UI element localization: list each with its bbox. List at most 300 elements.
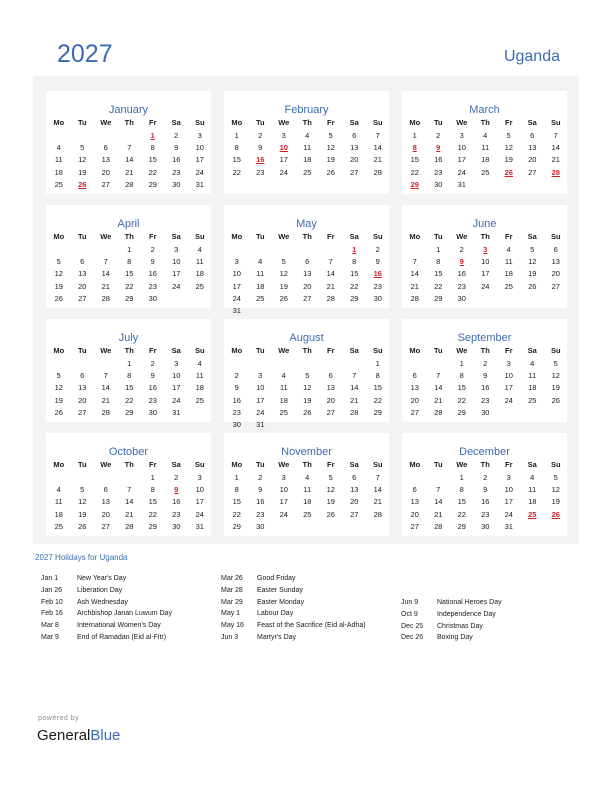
month-april — [46, 205, 211, 308]
day-cell: 19 — [326, 497, 335, 507]
weekday-header: Tu — [77, 460, 87, 469]
day-cell: 13 — [528, 143, 537, 153]
day-cell: 1 — [127, 245, 132, 254]
month-name: September — [457, 332, 512, 344]
day-cell: 6 — [352, 473, 357, 482]
day-cell: 6 — [412, 485, 417, 495]
weekday-header: Tu — [433, 460, 443, 469]
day-cell: 5 — [80, 143, 85, 153]
day-cell: 17 — [172, 269, 181, 279]
day-cell: 11 — [303, 143, 312, 153]
day-cell: 20 — [551, 269, 560, 279]
day-cell: 2 — [174, 131, 179, 140]
weekday-header: Su — [194, 460, 205, 469]
day-cell: 24 — [279, 167, 288, 177]
weekday-header: Su — [550, 118, 561, 127]
calendar-grid — [33, 76, 579, 544]
day-cell: 7 — [375, 131, 380, 140]
country-name: Uganda — [503, 48, 560, 65]
day-cell: 18 — [528, 497, 537, 507]
day-cell: 15 — [373, 383, 382, 393]
weekday-header: Mo — [409, 232, 421, 241]
day-cell: 7 — [127, 485, 132, 495]
day-cell: 26 — [54, 293, 63, 303]
weekday-header: Tu — [433, 118, 443, 127]
weekday-header: Sa — [349, 118, 359, 127]
holiday-date: May 16 — [221, 622, 244, 630]
day-cell: 21 — [125, 509, 134, 519]
month-name: October — [108, 446, 149, 458]
day-cell: 8 — [459, 485, 464, 495]
weekday-header: Tu — [255, 118, 265, 127]
day-cell: 22 — [434, 281, 443, 291]
day-cell: 2 — [258, 473, 263, 482]
weekday-header: Fr — [327, 118, 335, 127]
holiday-day-cell: 1 — [352, 245, 357, 254]
weekday-header: Mo — [53, 118, 65, 127]
day-cell: 1 — [459, 473, 464, 482]
day-cell: 18 — [481, 155, 490, 165]
day-cell: 6 — [412, 371, 417, 381]
day-cell: 21 — [350, 395, 359, 405]
day-cell: 6 — [530, 131, 535, 140]
day-cell: 1 — [150, 473, 155, 482]
day-cell: 13 — [78, 383, 87, 393]
day-cell: 28 — [326, 293, 335, 303]
weekday-header: Sa — [527, 232, 537, 241]
day-cell: 12 — [54, 269, 63, 279]
day-cell: 19 — [551, 383, 560, 393]
holiday-day-cell: 26 — [504, 167, 513, 177]
day-cell: 10 — [504, 485, 513, 495]
day-cell: 25 — [54, 179, 63, 189]
day-cell: 7 — [103, 371, 108, 381]
day-cell: 24 — [504, 509, 513, 519]
day-cell: 6 — [352, 131, 357, 140]
day-cell: 16 — [457, 269, 466, 279]
day-cell: 12 — [326, 143, 335, 153]
day-cell: 28 — [410, 293, 419, 303]
day-cell: 9 — [150, 257, 155, 267]
day-cell: 14 — [125, 497, 134, 507]
day-cell: 2 — [150, 359, 155, 368]
day-cell: 17 — [195, 497, 204, 507]
day-cell: 18 — [54, 509, 63, 519]
day-cell: 29 — [457, 407, 466, 417]
day-cell: 9 — [234, 383, 239, 393]
month-name: January — [108, 104, 149, 116]
day-cell: 30 — [172, 521, 181, 531]
day-cell: 5 — [530, 245, 535, 254]
day-cell: 18 — [504, 269, 513, 279]
holiday-date: Jan 1 — [41, 575, 59, 582]
day-cell: 8 — [150, 143, 155, 153]
day-cell: 22 — [457, 509, 466, 519]
day-cell: 28 — [125, 179, 134, 189]
day-cell: 1 — [412, 131, 417, 140]
day-cell: 19 — [528, 269, 537, 279]
day-cell: 14 — [125, 155, 134, 165]
weekday-header: Th — [124, 460, 134, 469]
day-cell: 5 — [281, 257, 286, 267]
day-cell: 13 — [350, 143, 359, 153]
day-cell: 22 — [232, 167, 241, 177]
day-cell: 10 — [279, 485, 288, 495]
day-cell: 8 — [459, 371, 464, 381]
holiday-day-cell: 16 — [256, 155, 265, 165]
day-cell: 26 — [279, 293, 288, 303]
day-cell: 13 — [101, 155, 110, 165]
day-cell: 3 — [197, 473, 202, 482]
weekday-header: Sa — [527, 460, 537, 469]
weekday-header: Th — [124, 118, 134, 127]
day-cell: 11 — [528, 371, 537, 381]
day-cell: 21 — [101, 281, 110, 291]
day-cell: 10 — [195, 485, 204, 495]
weekday-header: Tu — [255, 232, 265, 241]
day-cell: 30 — [457, 293, 466, 303]
holiday-date: Oct 9 — [401, 610, 418, 618]
day-cell: 8 — [234, 485, 239, 495]
holiday-day-cell: 9 — [459, 257, 464, 267]
month-name: March — [469, 104, 500, 116]
day-cell: 16 — [148, 383, 157, 393]
day-cell: 20 — [101, 509, 110, 519]
day-cell: 21 — [125, 167, 134, 177]
weekday-header: Tu — [433, 346, 443, 355]
day-cell: 23 — [232, 407, 241, 417]
weekday-header: Fr — [149, 232, 157, 241]
day-cell: 28 — [434, 521, 443, 531]
weekday-header: Su — [194, 118, 205, 127]
day-cell: 30 — [148, 293, 157, 303]
weekday-header: Mo — [231, 232, 243, 241]
day-cell: 24 — [481, 281, 490, 291]
day-cell: 17 — [457, 155, 466, 165]
day-cell: 12 — [326, 485, 335, 495]
day-cell: 11 — [303, 485, 312, 495]
holiday-date: Dec 26 — [401, 634, 424, 642]
holiday-name: End of Ramadan (Eid al-Fitr) — [77, 634, 167, 641]
weekday-header: We — [456, 232, 468, 241]
month-name: August — [289, 332, 324, 344]
day-cell: 8 — [375, 371, 380, 381]
holiday-name: Boxing Day — [437, 634, 473, 642]
day-cell: 16 — [232, 395, 241, 405]
day-cell: 16 — [172, 497, 181, 507]
day-cell: 23 — [148, 395, 157, 405]
holiday-name: Martyr's Day — [257, 634, 297, 641]
holiday-name: Easter Sunday — [257, 586, 303, 594]
weekday-header: Tu — [77, 232, 87, 241]
day-cell: 9 — [483, 371, 488, 381]
day-cell: 20 — [78, 281, 87, 291]
holiday-day-cell: 26 — [78, 179, 87, 189]
holiday-day-cell: 9 — [436, 143, 441, 153]
weekday-header: We — [278, 118, 290, 127]
day-cell: 10 — [457, 143, 466, 153]
day-cell: 26 — [528, 281, 537, 291]
day-cell: 29 — [232, 521, 241, 531]
day-cell: 25 — [195, 395, 204, 405]
day-cell: 6 — [103, 485, 108, 495]
day-cell: 6 — [80, 371, 85, 381]
day-cell: 6 — [305, 257, 310, 267]
day-cell: 4 — [56, 485, 61, 495]
day-cell: 18 — [528, 383, 537, 393]
holiday-date: May 1 — [221, 610, 241, 618]
day-cell: 31 — [195, 179, 204, 189]
generalblue-logo[interactable] — [37, 727, 120, 744]
day-cell: 23 — [481, 395, 490, 405]
day-cell: 24 — [172, 281, 181, 291]
weekday-header: Mo — [409, 346, 421, 355]
weekday-header: Fr — [505, 118, 513, 127]
day-cell: 29 — [125, 407, 134, 417]
day-cell: 17 — [172, 383, 181, 393]
day-cell: 25 — [279, 407, 288, 417]
day-cell: 14 — [410, 269, 419, 279]
day-cell: 24 — [195, 509, 204, 519]
day-cell: 11 — [279, 383, 288, 393]
day-cell: 23 — [172, 167, 181, 177]
day-cell: 25 — [195, 281, 204, 291]
day-cell: 10 — [481, 257, 490, 267]
day-cell: 6 — [328, 371, 333, 381]
weekday-header: Th — [302, 232, 312, 241]
weekday-header: Sa — [527, 346, 537, 355]
holiday-name: Labour Day — [257, 610, 294, 618]
day-cell: 24 — [504, 395, 513, 405]
weekday-header: Sa — [171, 118, 181, 127]
day-cell: 27 — [350, 509, 359, 519]
day-cell: 16 — [481, 383, 490, 393]
weekday-header: Tu — [255, 460, 265, 469]
weekday-header: Mo — [409, 460, 421, 469]
holiday-date: Feb 10 — [41, 598, 63, 606]
day-cell: 30 — [481, 521, 490, 531]
month-march — [402, 91, 567, 194]
month-name: December — [459, 446, 510, 458]
day-cell: 2 — [150, 245, 155, 254]
day-cell: 2 — [234, 371, 239, 381]
day-cell: 3 — [281, 473, 286, 482]
day-cell: 27 — [410, 407, 419, 417]
holiday-date: Mar 26 — [221, 575, 243, 582]
brand-general: General — [37, 727, 91, 744]
weekday-header: Th — [480, 346, 490, 355]
day-cell: 4 — [530, 473, 535, 482]
day-cell: 14 — [101, 383, 110, 393]
weekday-header: Su — [372, 346, 383, 355]
weekday-header: Mo — [231, 118, 243, 127]
month-november — [224, 433, 389, 536]
day-cell: 3 — [197, 131, 202, 140]
day-cell: 30 — [434, 179, 443, 189]
day-cell: 18 — [54, 167, 63, 177]
day-cell: 28 — [373, 167, 382, 177]
day-cell: 12 — [303, 383, 312, 393]
day-cell: 2 — [258, 131, 263, 140]
weekday-header: We — [278, 460, 290, 469]
day-cell: 9 — [483, 485, 488, 495]
day-cell: 10 — [195, 143, 204, 153]
day-cell: 24 — [279, 509, 288, 519]
day-cell: 23 — [373, 281, 382, 291]
weekday-header: Su — [372, 460, 383, 469]
day-cell: 1 — [436, 245, 441, 254]
holiday-name: Liberation Day — [77, 586, 123, 594]
day-cell: 15 — [457, 383, 466, 393]
day-cell: 19 — [303, 395, 312, 405]
day-cell: 5 — [56, 257, 61, 267]
day-cell: 26 — [303, 407, 312, 417]
holiday-date: Mar 9 — [41, 634, 59, 641]
day-cell: 30 — [148, 407, 157, 417]
day-cell: 19 — [78, 167, 87, 177]
day-cell: 27 — [528, 167, 537, 177]
holiday-day-cell: 8 — [412, 143, 417, 153]
day-cell: 4 — [56, 143, 61, 153]
holiday-name: International Women's Day — [77, 622, 161, 630]
day-cell: 2 — [483, 359, 488, 368]
day-cell: 29 — [373, 407, 382, 417]
day-cell: 4 — [530, 359, 535, 368]
day-cell: 20 — [350, 155, 359, 165]
weekday-header: Mo — [53, 346, 65, 355]
day-cell: 14 — [373, 485, 382, 495]
day-cell: 25 — [528, 395, 537, 405]
day-cell: 13 — [326, 383, 335, 393]
day-cell: 25 — [504, 281, 513, 291]
holiday-day-cell: 10 — [279, 143, 288, 153]
day-cell: 12 — [54, 383, 63, 393]
day-cell: 26 — [551, 395, 560, 405]
day-cell: 3 — [234, 257, 239, 267]
day-cell: 22 — [148, 167, 157, 177]
holiday-day-cell: 16 — [373, 269, 382, 279]
day-cell: 2 — [375, 245, 380, 254]
weekday-header: Tu — [77, 118, 87, 127]
day-cell: 8 — [436, 257, 441, 267]
day-cell: 7 — [553, 131, 558, 140]
day-cell: 21 — [326, 281, 335, 291]
brand-blue: Blue — [90, 727, 121, 744]
day-cell: 28 — [350, 407, 359, 417]
day-cell: 11 — [195, 257, 204, 267]
holiday-name: Feast of the Sacrifice (Eid al-Adha) — [257, 622, 366, 630]
day-cell: 6 — [553, 245, 558, 254]
day-cell: 12 — [551, 485, 560, 495]
day-cell: 18 — [303, 155, 312, 165]
holiday-name: National Heroes Day — [437, 599, 502, 606]
day-cell: 27 — [326, 407, 335, 417]
day-cell: 15 — [125, 269, 134, 279]
day-cell: 5 — [305, 371, 310, 381]
day-cell: 13 — [303, 269, 312, 279]
day-cell: 1 — [375, 359, 380, 368]
day-cell: 23 — [481, 509, 490, 519]
weekday-header: Tu — [433, 232, 443, 241]
day-cell: 30 — [481, 407, 490, 417]
day-cell: 14 — [350, 383, 359, 393]
holiday-day-cell: 25 — [528, 509, 537, 519]
day-cell: 23 — [256, 509, 265, 519]
day-cell: 31 — [172, 407, 181, 417]
day-cell: 20 — [528, 155, 537, 165]
weekday-header: Sa — [171, 346, 181, 355]
day-cell: 23 — [434, 167, 443, 177]
day-cell: 15 — [232, 155, 241, 165]
day-cell: 3 — [174, 359, 179, 368]
weekday-header: We — [278, 232, 290, 241]
day-cell: 14 — [434, 383, 443, 393]
day-cell: 19 — [78, 509, 87, 519]
weekday-header: Sa — [171, 232, 181, 241]
day-cell: 17 — [232, 281, 241, 291]
weekday-header: We — [456, 118, 468, 127]
day-cell: 8 — [127, 371, 132, 381]
day-cell: 17 — [279, 497, 288, 507]
day-cell: 21 — [373, 155, 382, 165]
day-cell: 2 — [174, 473, 179, 482]
day-cell: 27 — [78, 293, 87, 303]
weekday-header: Mo — [53, 232, 65, 241]
day-cell: 1 — [234, 131, 239, 140]
day-cell: 1 — [459, 359, 464, 368]
day-cell: 24 — [232, 293, 241, 303]
weekday-header: Fr — [327, 460, 335, 469]
day-cell: 3 — [506, 473, 511, 482]
weekday-header: Sa — [349, 460, 359, 469]
weekday-header: Fr — [327, 346, 335, 355]
holiday-name: Christmas Day — [437, 622, 483, 630]
day-cell: 19 — [326, 155, 335, 165]
day-cell: 29 — [148, 521, 157, 531]
day-cell: 28 — [125, 521, 134, 531]
day-cell: 18 — [195, 383, 204, 393]
weekday-header: Su — [372, 118, 383, 127]
day-cell: 15 — [148, 497, 157, 507]
day-cell: 9 — [375, 257, 380, 267]
day-cell: 14 — [101, 269, 110, 279]
day-cell: 22 — [148, 509, 157, 519]
day-cell: 17 — [504, 383, 513, 393]
weekday-header: Tu — [255, 346, 265, 355]
day-cell: 18 — [256, 281, 265, 291]
day-cell: 12 — [528, 257, 537, 267]
day-cell: 11 — [528, 485, 537, 495]
day-cell: 19 — [551, 497, 560, 507]
weekday-header: Mo — [409, 118, 421, 127]
day-cell: 17 — [279, 155, 288, 165]
day-cell: 11 — [54, 155, 63, 165]
weekday-header: Su — [550, 232, 561, 241]
day-cell: 19 — [54, 395, 63, 405]
weekday-header: Th — [480, 232, 490, 241]
holiday-name: Easter Monday — [257, 598, 305, 606]
weekday-header: We — [100, 346, 112, 355]
day-cell: 19 — [54, 281, 63, 291]
day-cell: 16 — [434, 155, 443, 165]
day-cell: 21 — [101, 395, 110, 405]
day-cell: 12 — [551, 371, 560, 381]
day-cell: 15 — [125, 383, 134, 393]
weekday-header: We — [100, 460, 112, 469]
holiday-day-cell: 29 — [410, 179, 419, 189]
day-cell: 28 — [101, 293, 110, 303]
day-cell: 27 — [551, 281, 560, 291]
